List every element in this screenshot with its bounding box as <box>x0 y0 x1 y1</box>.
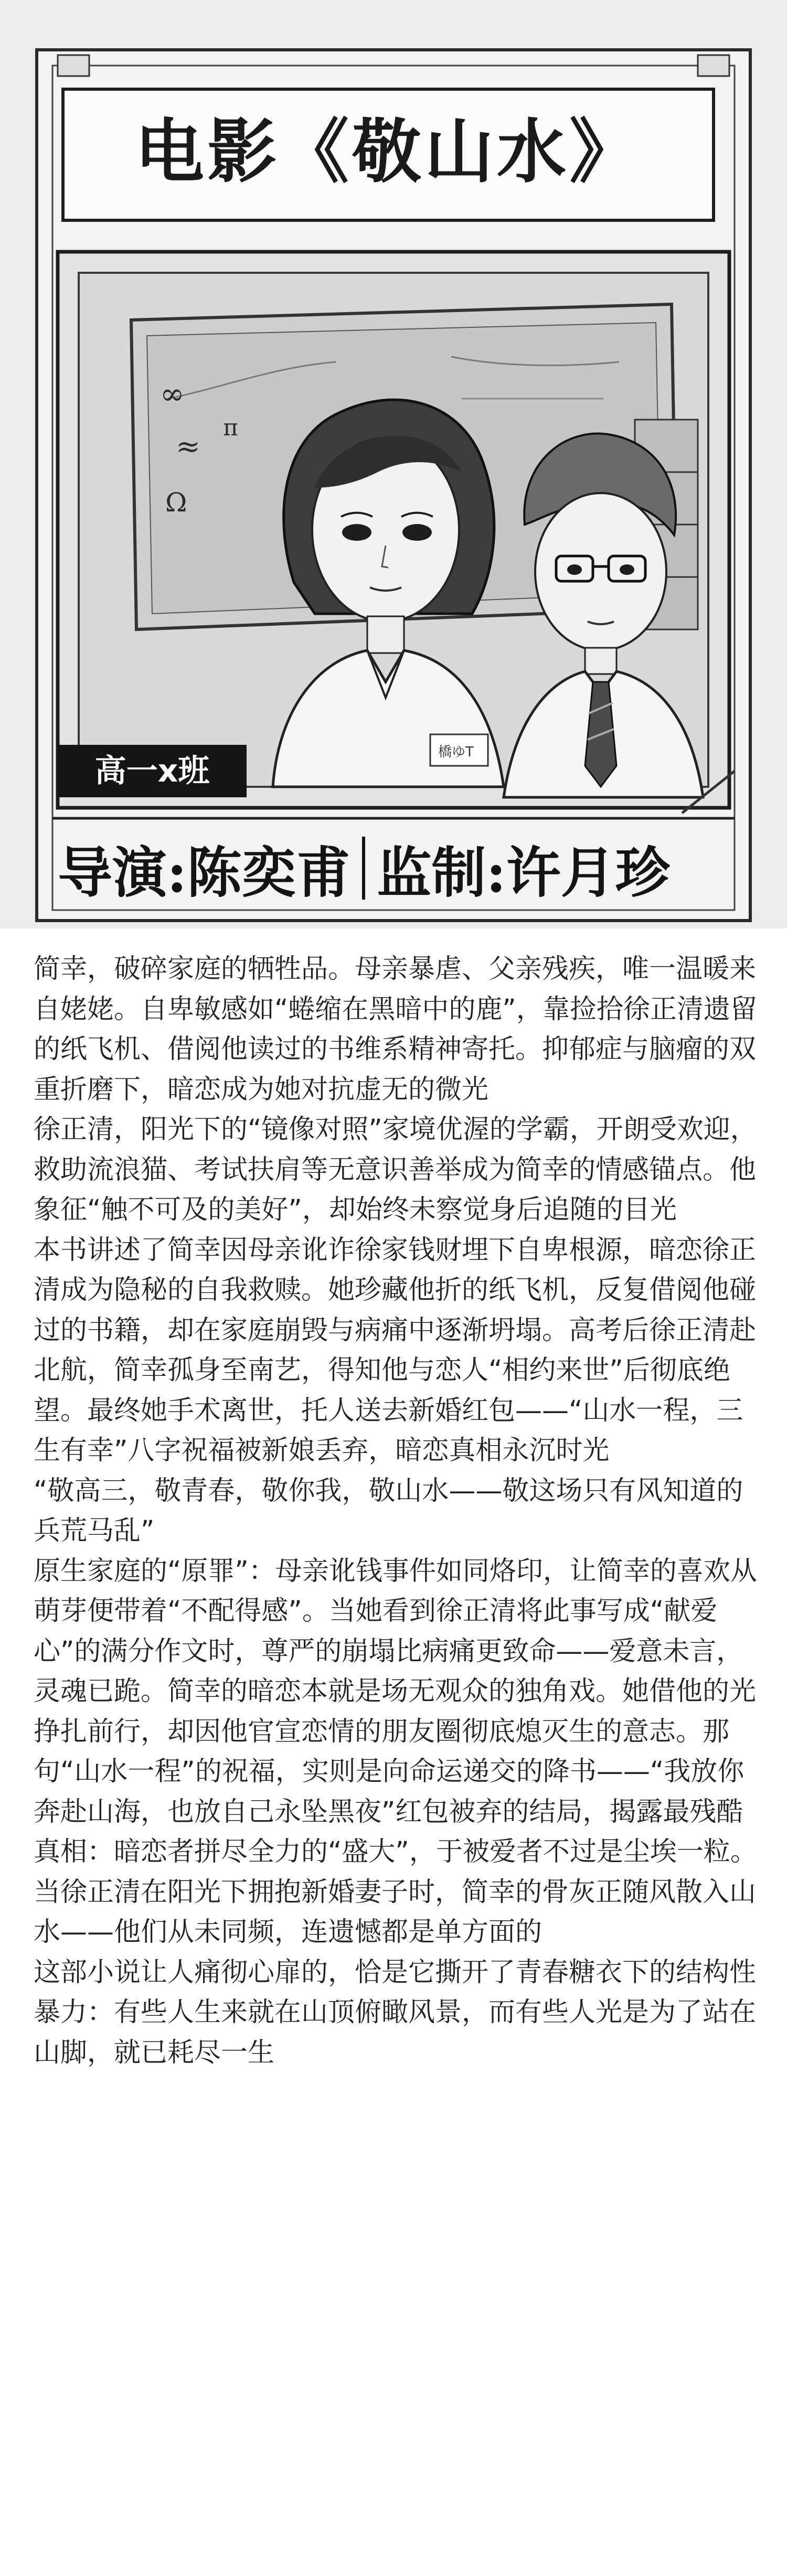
corner-tab-right <box>698 55 729 76</box>
paragraph-analysis: 原生家庭的“原罪”：母亲讹钱事件如同烙印，让简幸的喜欢从萌芽便带着“不配得感”。当她看到徐正清将此事写成“献爱心”的满分作文时，尊严的崩塌比病痛更致命——爱意未言，灵魂已跪。简幸的暗恋本就是场无观众的独角戏。她借他的光挣扎前行，却因他官宣恋情的朋友圈彻底熄灭生的意志。那句“山水一程”的祝福，实则是向命运递交的降书——“我放你奔赴山海，也放自己永坠黑夜”红包被弃的结局，揭露最残酷真相：暗恋者拼尽全力的“盛大”，于被爱者不过是尘埃一粒。当徐正清在阳光下拥抱新婚妻子时，简幸的骨灰正随风散入山水——他们从未同频，连遗憾都是单方面的 <box>34 1555 757 1948</box>
poster-illustration <box>0 0 787 928</box>
corner-tab-left <box>58 55 89 76</box>
symbol-pi: π <box>223 414 238 441</box>
class-badge: 高一x班 <box>58 745 247 797</box>
paragraph-plot-summary: 本书讲述了简幸因母亲讹诈徐家钱财埋下自卑根源，暗恋徐正清成为隐秘的自我救赎。她珍藏他折的纸飞机，反复借阅他碰过的书籍，却在家庭崩毁与病痛中逐渐坍塌。高考后徐正清赴北航，简幸孤身至南艺，得知他与恋人“相约来世”后彻底绝望。最终她手术离世，托人送去新婚红包——“山水一程，三生有幸”八字祝福被新娘丢弃，暗恋真相永沉时光 <box>34 1234 757 1466</box>
review-article <box>34 949 764 2073</box>
paragraph-character-xuzhengqing: 徐正清，阳光下的“镜像对照”家境优渥的学霸，开朗受欢迎，救助流浪猫、考试扶肩等无意识善举成为简幸的情感锚点。他象征“触不可及的美好”，却始终未察觉身后追随的目光 <box>34 1114 757 1225</box>
girl-figure <box>273 400 504 787</box>
poster-title: 电影《敬山水》 <box>135 111 642 193</box>
symbol-approx: ≈ <box>176 430 200 464</box>
symbol-infinity: ∞ <box>160 377 185 411</box>
director-credit: 导演:陈奕甫 <box>58 840 351 905</box>
supervisor-credit: 监制:许月珍 <box>377 840 670 905</box>
paragraph-quote: “敬高三，敬青春，敬你我，敬山水——敬这场只有风知道的兵荒马乱” <box>34 1475 743 1546</box>
paragraph-conclusion: 这部小说让人痛彻心扉的，恰是它撕开了青春糖衣下的结构性暴力：有些人生来就在山顶俯瞰风景，而有些人光是为了站在山脚，就已耗尽一生 <box>34 1957 757 2068</box>
credit-separator <box>362 837 365 900</box>
uniform-badge-text: 橋ゆT <box>438 744 474 760</box>
poster-credits <box>58 829 719 907</box>
symbol-omega: Ω <box>165 487 187 518</box>
paragraph-character-jianxing: 简幸，破碎家庭的牺牲品。母亲暴虐、父亲残疾，唯一温暖来自姥姥。自卑敏感如“蜷缩在黑暗中的鹿”，靠捡拾徐正清遗留的纸飞机、借阅他读过的书维系精神寄托。抑郁症与脑瘤的双重折磨下，暗恋成为她对抗虚无的微光 <box>34 954 757 1105</box>
